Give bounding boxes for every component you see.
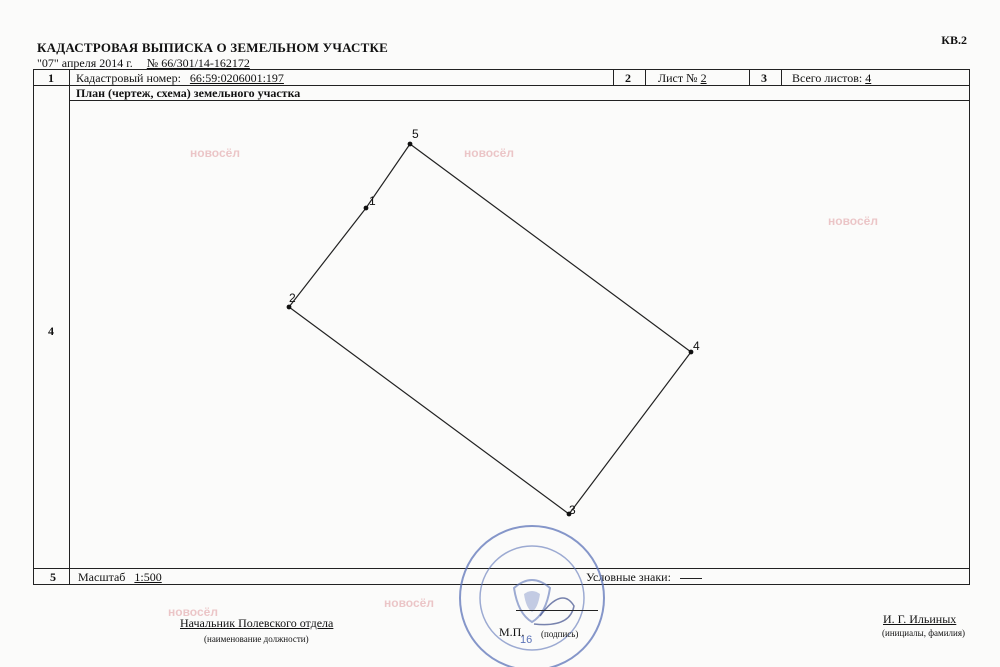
watermark-text: новосёл — [464, 146, 514, 160]
plan-point-5 — [408, 142, 413, 147]
official-seal — [452, 518, 612, 667]
position-title: Начальник Полевского отдела — [180, 616, 334, 630]
row-number-4: 4 — [48, 324, 54, 338]
signature-line — [516, 610, 598, 611]
plan-point-1 — [364, 206, 369, 211]
plan-title: План (чертеж, схема) земельного участка — [76, 86, 301, 100]
watermark-text: новосёл — [168, 605, 218, 619]
position-caption: (наименование должности) — [204, 634, 309, 644]
scale-value: 1:500 — [134, 570, 162, 584]
plan-point-label-3: 3 — [569, 503, 576, 517]
document-date: "07" апреля 2014 г. — [37, 56, 133, 70]
total-value: 4 — [865, 71, 872, 85]
sheet-label: Лист № — [658, 71, 698, 85]
plan-point-label-2: 2 — [289, 291, 296, 305]
cadastral-value: 66:59:0206001:197 — [189, 71, 284, 85]
plan-point-2 — [287, 305, 292, 310]
sheet-value: 2 — [700, 71, 707, 85]
watermark-text: новосёл — [384, 596, 434, 610]
form-code: КВ.2 — [941, 33, 967, 47]
scale-label: Масштаб — [78, 570, 126, 584]
plan-point-label-1: 1 — [369, 194, 376, 208]
document-number: № 66/301/14-162172 — [146, 56, 250, 70]
signature-caption: (подпись) — [541, 629, 579, 639]
plan-point-label-4: 4 — [693, 339, 700, 353]
seal-place-mark: М.П. — [499, 625, 525, 639]
plot-boundary — [289, 144, 691, 514]
row-number-1: 1 — [48, 71, 54, 85]
row-number-2: 2 — [625, 71, 631, 85]
row-number-3: 3 — [761, 71, 767, 85]
legend-label: Условные знаки: — [586, 570, 671, 584]
signer-name: И. Г. Ильиных — [883, 612, 957, 626]
plan-point-label-5: 5 — [412, 127, 419, 141]
document-title: КАДАСТРОВАЯ ВЫПИСКА О ЗЕМЕЛЬНОМ УЧАСТКЕ — [37, 40, 388, 55]
watermark-text: новосёл — [828, 214, 878, 228]
watermark-text: новосёл — [190, 146, 240, 160]
row-number-5: 5 — [50, 570, 56, 584]
stamp-number: 16 — [520, 634, 533, 646]
total-label: Всего листов: — [792, 71, 863, 85]
signer-caption: (инициалы, фамилия) — [882, 628, 965, 638]
cadastral-label: Кадастровый номер: — [76, 71, 181, 85]
